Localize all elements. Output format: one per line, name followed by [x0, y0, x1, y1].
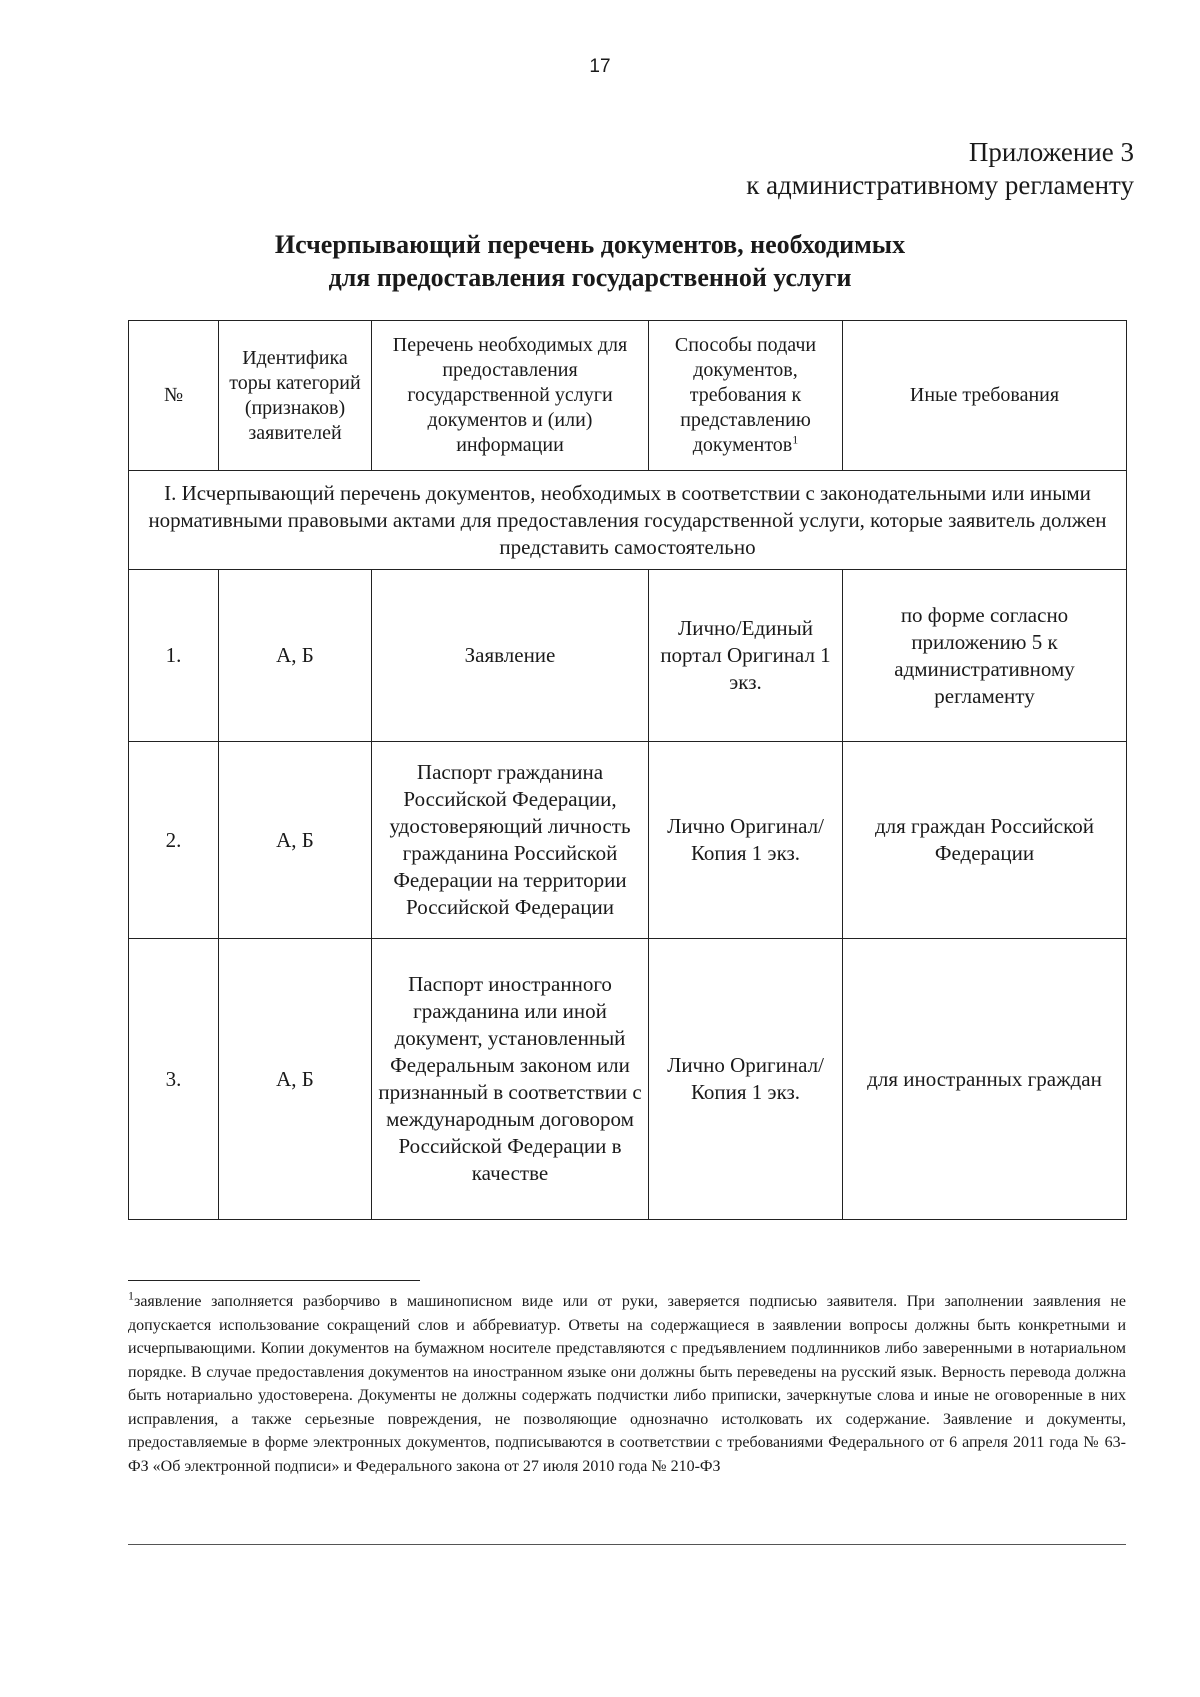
appendix-line-2: к административному регламенту: [746, 170, 1134, 200]
document-title: [180, 228, 1000, 294]
document-title-line-1: Исчерпывающий перечень документов, необходимых: [274, 230, 906, 259]
footnote-ref: 1: [792, 432, 799, 447]
row-method: Лично Оригинал/Копия 1 экз.: [649, 742, 843, 939]
row-method: Лично Оригинал/Копия 1 экз.: [649, 939, 843, 1220]
table-row: [129, 742, 1127, 939]
footnote: [128, 1290, 1126, 1478]
row-other-requirements: для граждан Российской Федерации: [843, 742, 1127, 939]
row-method: Лично/Единый портал Оригинал 1 экз.: [649, 570, 843, 742]
header-methods: [649, 321, 843, 471]
appendix-heading: [746, 136, 1134, 202]
footnote-marker: 1: [128, 1288, 134, 1303]
row-document: Заявление: [372, 570, 649, 742]
row-number: 3.: [129, 939, 219, 1220]
footnote-separator: [128, 1280, 420, 1281]
row-number: 2.: [129, 742, 219, 939]
page-number: 17: [589, 56, 611, 77]
row-other-requirements: по форме согласно приложению 5 к административному регламенту: [843, 570, 1127, 742]
row-document: Паспорт гражданина Российской Федерации, удостоверяющий личность гражданина Российской Федерации на территории Российской Федерации: [372, 742, 649, 939]
appendix-line-1: Приложение 3: [968, 137, 1134, 167]
header-number: №: [129, 321, 219, 471]
row-categories: А, Б: [219, 939, 372, 1220]
section-row: [129, 471, 1127, 570]
document-title-line-2: для предоставления государственной услуги: [328, 263, 852, 292]
row-number: 1.: [129, 570, 219, 742]
header-categories: Идентифика торы категорий (признаков) заявителей: [219, 321, 372, 471]
table-row: [129, 939, 1127, 1220]
row-categories: А, Б: [219, 742, 372, 939]
section-title: I. Исчерпывающий перечень документов, необходимых в соответствии с законодательными или иными нормативными правовыми актами для предоставления государственной услуги, которые заявитель должен представить самостоятельно: [129, 471, 1127, 570]
header-other: Иные требования: [843, 321, 1127, 471]
row-other-requirements: для иностранных граждан: [843, 939, 1127, 1220]
row-document: Паспорт иностранного гражданина или иной документ, установленный Федеральным законом или признанный в соответствии с международным договором Российской Федерации в качестве: [372, 939, 649, 1220]
header-documents: Перечень необходимых для предоставления государственной услуги документов и (или) информации: [372, 321, 649, 471]
row-categories: А, Б: [219, 570, 372, 742]
requirements-table: [128, 320, 1127, 1220]
table-header-row: [129, 321, 1127, 471]
footnote-text: заявление заполняется разборчиво в машинописном виде или от руки, заверяется подписью заявителя. При заполнении заявления не допускается использование сокращений слов и аббревиатур. Ответы на содержащиеся в заявлении вопросы должны быть конкретными и исчерпывающими. Копии документов на бумажном носителе представляются с предъявлением подлинников либо заверенными в нотариальном порядке. В случае предоставления документов на иностранном языке они должны быть переведены на русский язык. Верность перевода должна быть нотариально удостоверена. Документы не должны содержать подчистки либо приписки, зачеркнутые слова и иные не оговоренные в них исправления, а также серьезные повреждения, не позволяющие однозначно истолковать их содержание. Заявление и документы, предоставляемые в форме электронных документов, подписываются в соответствии с требованиями Федерального от 6 апреля 2011 года № 63-ФЗ «Об электронной подписи» и Федерального закона от 27 июля 2010 года № 210-ФЗ: [128, 1293, 1126, 1475]
footnote-end-line: [128, 1544, 1126, 1545]
table-row: [129, 570, 1127, 742]
header-methods-text: Способы подачи документов, требования к представлению документов: [674, 334, 817, 456]
